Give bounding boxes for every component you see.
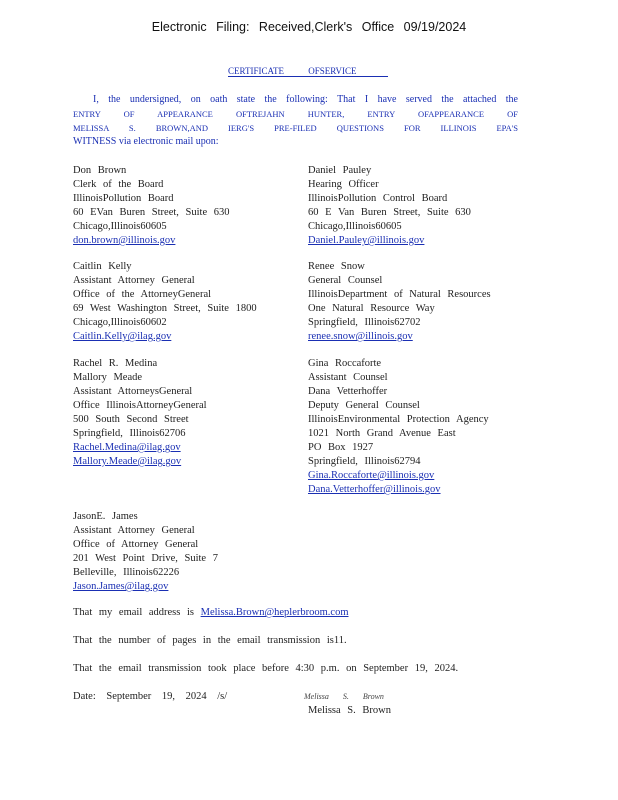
recipient-email-link[interactable]: Rachel.Medina@ilag.gov [73,442,181,453]
recipient-line: Renee Snow [308,261,365,272]
recipient-line: 69 West Washington Street, Suite 1800 [73,303,257,314]
recipient-line: Daniel Pauley [308,165,372,176]
recipient-line: Springfield, Illinois62702 [308,317,421,328]
recipient-line: Caitlin Kelly [73,261,132,272]
filing-header: Electronic Filing: Received,Clerk's Office 09/19/2024 [151,20,467,34]
intro-paragraph [73,93,518,149]
pages-statement: That the number of pages in the email transmission is11. [73,635,347,646]
recipient-line: IllinoisPollution Board [73,193,174,204]
recipient-line: Office IllinoisAttorneyGeneral [73,400,207,411]
date-line: Date: September 19, 2024 /s/ [73,691,228,702]
recipient-line: JasonE. James [73,511,138,522]
recipient-line: Springfield, Illinois62706 [73,428,186,439]
recipient-line: 500 South Second Street [73,414,189,425]
recipient-block [73,510,218,594]
recipient-block [308,164,471,248]
intro-line-1: I, the undersigned, on oath state the following: That I have served the attached the [93,94,518,105]
signature-name: Melissa S. Brown [308,705,391,716]
recipient-block [73,357,207,469]
email-statement-text: That my email address is [73,607,194,618]
recipient-line: 201 West Point Drive, Suite 7 [73,553,218,564]
recipient-line: Springfield, Illinois62794 [308,456,421,467]
recipient-line: IllinoisEnvironmental Protection Agency [308,414,489,425]
recipient-line: Mallory Meade [73,372,143,383]
recipient-line: General Counsel [308,275,383,286]
recipient-line: Deputy General Counsel [308,400,420,411]
recipient-block [73,260,257,344]
recipient-email-link[interactable]: Jason.James@ilag.gov [73,581,169,592]
recipient-block [308,260,491,344]
certificate-title: CERTIFICATE OFSERVICE [228,66,388,77]
recipient-line: Assistant Counsel [308,372,388,383]
recipient-email-link[interactable]: Caitlin.Kelly@ilag.gov [73,331,172,342]
recipient-line: Assistant Attorney General [73,275,195,286]
recipient-line: Rachel R. Medina [73,358,158,369]
recipient-line: Gina Roccaforte [308,358,382,369]
recipient-block [73,164,229,248]
recipient-line: PO Box 1927 [308,442,374,453]
recipient-email-link[interactable]: don.brown@illinois.gov [73,235,176,246]
recipient-email-link[interactable]: Gina.Roccaforte@illinois.gov [308,470,435,481]
sender-email-link[interactable]: Melissa.Brown@heplerbroom.com [200,607,349,618]
recipient-line: Assistant AttorneysGeneral [73,386,193,397]
recipient-line: Office of the AttorneyGeneral [73,289,212,300]
recipient-line: Dana Vetterhoffer [308,386,388,397]
recipient-line: IllinoisDepartment of Natural Resources [308,289,491,300]
signature-script: Melissa S. Brown [304,692,384,701]
recipient-line: Chicago,Illinois60602 [73,317,167,328]
recipient-line: One Natural Resource Way [308,303,435,314]
recipient-block [308,357,489,497]
email-statement [73,607,349,618]
intro-line-4: WITNESS via electronic mail upon: [73,136,219,147]
recipient-line: Chicago,Illinois60605 [73,221,167,232]
recipient-line: 1021 North Grand Avenue East [308,428,456,439]
recipient-line: Don Brown [73,165,127,176]
recipient-email-link[interactable]: Mallory.Meade@ilag.gov [73,456,182,467]
recipient-line: Belleville, Illinois62226 [73,567,180,578]
recipient-email-link[interactable]: Daniel.Pauley@illinois.gov [308,235,425,246]
recipient-email-link[interactable]: Dana.Vetterhoffer@illinois.gov [308,484,441,495]
recipient-line: 60 EVan Buren Street, Suite 630 [73,207,230,218]
recipient-line: Clerk of the Board [73,179,164,190]
recipient-line: Office of Attorney General [73,539,199,550]
recipient-line: 60 E Van Buren Street, Suite 630 [308,207,471,218]
time-statement: That the email transmission took place before 4:30 p.m. on September 19, 2024. [73,663,459,674]
intro-line-3: MELISSA S. BROWN,AND IERG'S PRE-FILED QUESTIONS FOR ILLINOIS EPA'S [73,123,518,133]
recipient-line: Chicago,Illinois60605 [308,221,402,232]
recipient-email-link[interactable]: renee.snow@illinois.gov [308,331,413,342]
recipient-line: Assistant Attorney General [73,525,195,536]
recipient-line: IllinoisPollution Control Board [308,193,448,204]
recipient-line: Hearing Officer [308,179,379,190]
intro-line-2: ENTRY OF APPEARANCE OFTREJAHN HUNTER, ENTRY OFAPPEARANCE OF [73,109,518,119]
